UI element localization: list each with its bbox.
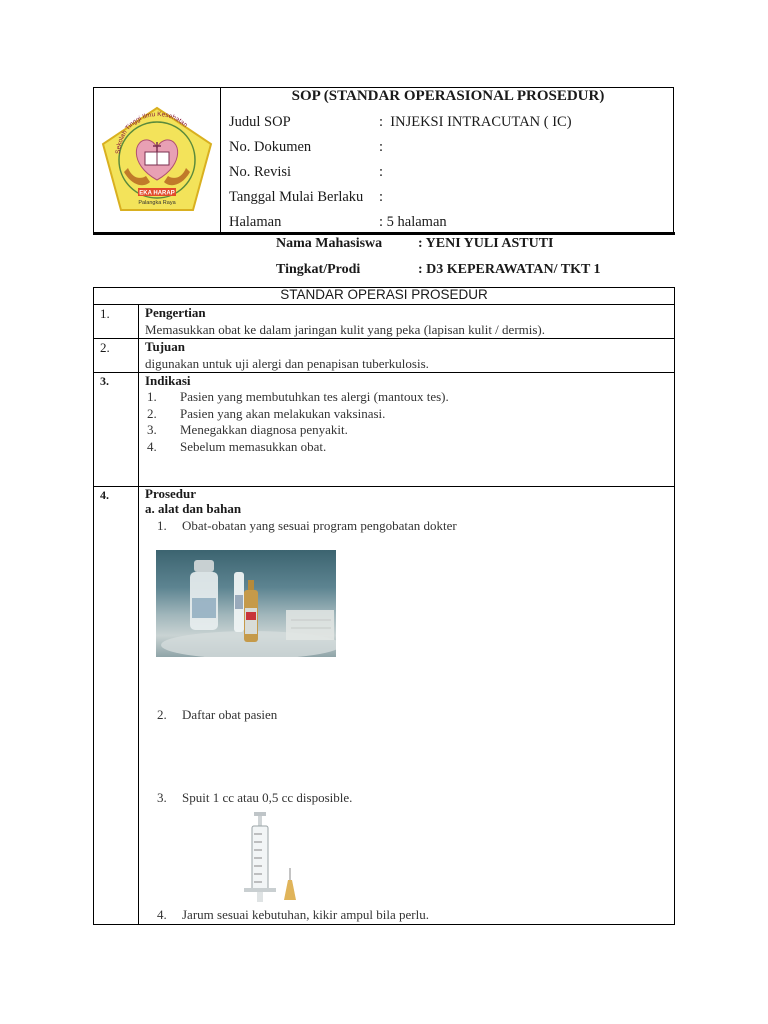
section-number: 1.	[100, 306, 110, 321]
meta-value-tanggal: :	[379, 189, 384, 205]
list-item: Spuit 1 cc atau 0,5 cc disposible.	[182, 790, 353, 805]
medicine-vials-illustration	[156, 550, 336, 657]
list-item-number: 4.	[147, 439, 157, 454]
section-number: 2.	[100, 340, 110, 355]
logo-arc-text: Sekolah Tinggi Ilmu Kesehatan	[114, 110, 189, 155]
meta-label-dokumen: No. Dokumen	[229, 139, 312, 155]
section-title: Tujuan	[145, 339, 185, 354]
column-divider	[138, 304, 139, 925]
section-title: Pengertian	[145, 305, 206, 320]
list-item-number: 2.	[147, 406, 157, 421]
list-item-number: 3.	[157, 790, 167, 805]
logo-city: Palangka Raya	[138, 200, 176, 206]
list-item-number: 2.	[157, 707, 167, 722]
medicine-vials-photo	[156, 550, 336, 657]
list-item-number: 1.	[157, 518, 167, 533]
meta-label-revisi: No. Revisi	[229, 164, 292, 180]
institution-logo	[98, 102, 216, 216]
section-title: Prosedur	[145, 486, 197, 501]
section-text: Memasukkan obat ke dalam jaringan kulit yang peka (lapisan kulit / dermis).	[145, 322, 546, 337]
logo-name: EKA HARAP	[139, 190, 175, 197]
header-bottom-rule	[93, 232, 675, 235]
section-number: 4.	[100, 488, 109, 502]
section-title: Indikasi	[145, 373, 191, 388]
list-item-number: 4.	[157, 907, 167, 922]
table-caption: STANDAR OPERASI PROSEDUR	[280, 287, 488, 302]
student-level-value: : D3 KEPERAWATAN/ TKT 1	[418, 262, 601, 277]
student-name-value: : YENI YULI ASTUTI	[418, 236, 554, 251]
section-subtitle: a. alat dan bahan	[145, 501, 242, 516]
meta-label-tanggal: Tanggal Mulai Berlaku	[229, 189, 364, 205]
sop-title: SOP (STANDAR OPERASIONAL PROSEDUR)	[291, 88, 605, 104]
syringe-illustration	[240, 810, 302, 906]
meta-value-judul: : INJEKSI INTRACUTAN ( IC)	[379, 114, 572, 130]
meta-value-revisi: :	[379, 164, 384, 180]
header-divider	[220, 87, 221, 233]
list-item-number: 1.	[147, 389, 157, 404]
needle-hub	[284, 880, 296, 900]
list-item: Obat-obatan yang sesuai program pengobatan dokter	[182, 518, 457, 533]
list-item: Pasien yang akan melakukan vaksinasi.	[180, 406, 386, 421]
meta-value-halaman: : 5 halaman	[379, 214, 447, 230]
meta-label-judul: Judul SOP	[229, 114, 291, 130]
section-number: 3.	[100, 374, 109, 388]
student-name-label: Nama Mahasiswa	[276, 236, 383, 251]
list-item: Pasien yang membutuhkan tes alergi (mantoux tes).	[180, 389, 449, 404]
section-text: digunakan untuk uji alergi dan penapisan tuberkulosis.	[145, 356, 429, 371]
meta-value-dokumen: :	[379, 139, 384, 155]
list-item: Jarum sesuai kebutuhan, kikir ampul bila perlu.	[182, 907, 429, 922]
meta-label-halaman: Halaman	[229, 214, 282, 230]
list-item: Menegakkan diagnosa penyakit.	[180, 422, 348, 437]
list-item: Daftar obat pasien	[182, 707, 278, 722]
list-item-number: 3.	[147, 422, 157, 437]
list-item: Sebelum memasukkan obat.	[180, 439, 327, 454]
student-level-label: Tingkat/Prodi	[276, 262, 361, 277]
